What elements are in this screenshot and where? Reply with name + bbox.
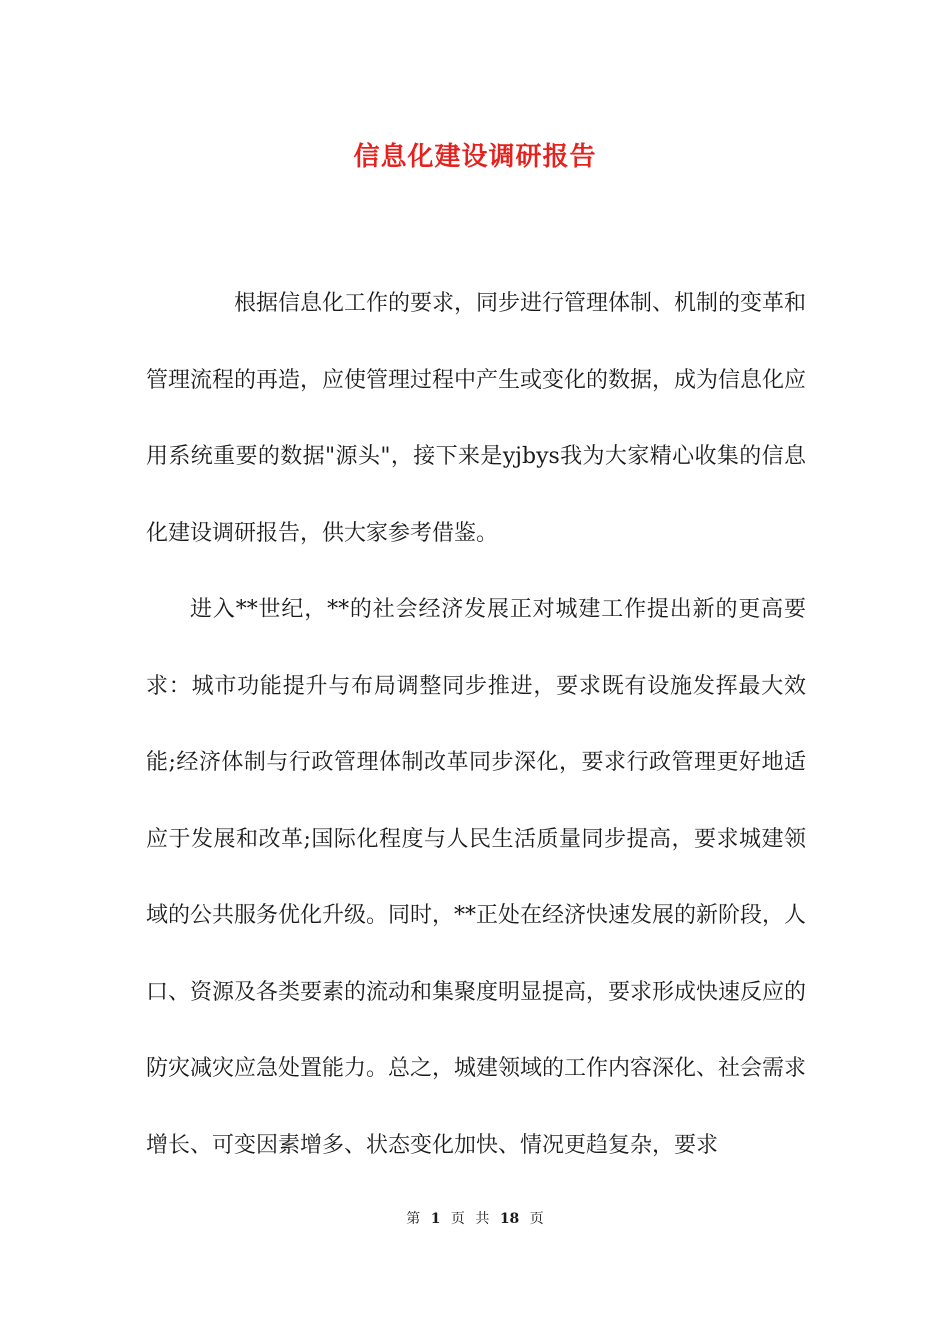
- footer-prefix: 第: [406, 1211, 421, 1227]
- paragraph-main: 进入**世纪，**的社会经济发展正对城建工作提出新的更高要求：城市功能提升与布局调整同步推进，要求既有设施发挥最大效能;经济体制与行政管理体制改革同步深化，要求行政管理更好地适应于发展和改革;国际化程度与人民生活质量同步提高，要求城建领域的公共服务优化升级。同时，**正处在经济快速发展的新阶段，人口、资源及各类要素的流动和集聚度明显提高，要求形成快速反应的防灾减灾应急处置能力。总之，城建领域的工作内容深化、社会需求增长、可变因素增多、状态变化加快、情况更趋复杂，要求: [146, 597, 807, 1158]
- footer-total-pages: 18: [499, 1211, 520, 1227]
- page-footer: [0, 1208, 950, 1228]
- footer-total-prefix: 共: [475, 1211, 490, 1227]
- footer-page-word: 页: [450, 1211, 465, 1227]
- paragraph-intro: 根据信息化工作的要求，同步进行管理体制、机制的变革和管理流程的再造，应使管理过程中产生或变化的数据，成为信息化应用系统重要的数据"源头"，接下来是yjbys我为大家精心收集的信息化建设调研报告，供大家参考借鉴。: [146, 291, 807, 546]
- footer-suffix: 页: [529, 1211, 544, 1227]
- document-body: [146, 266, 806, 1184]
- footer-current-page: 1: [430, 1211, 441, 1227]
- page-title: 信息化建设调研报告: [353, 142, 597, 172]
